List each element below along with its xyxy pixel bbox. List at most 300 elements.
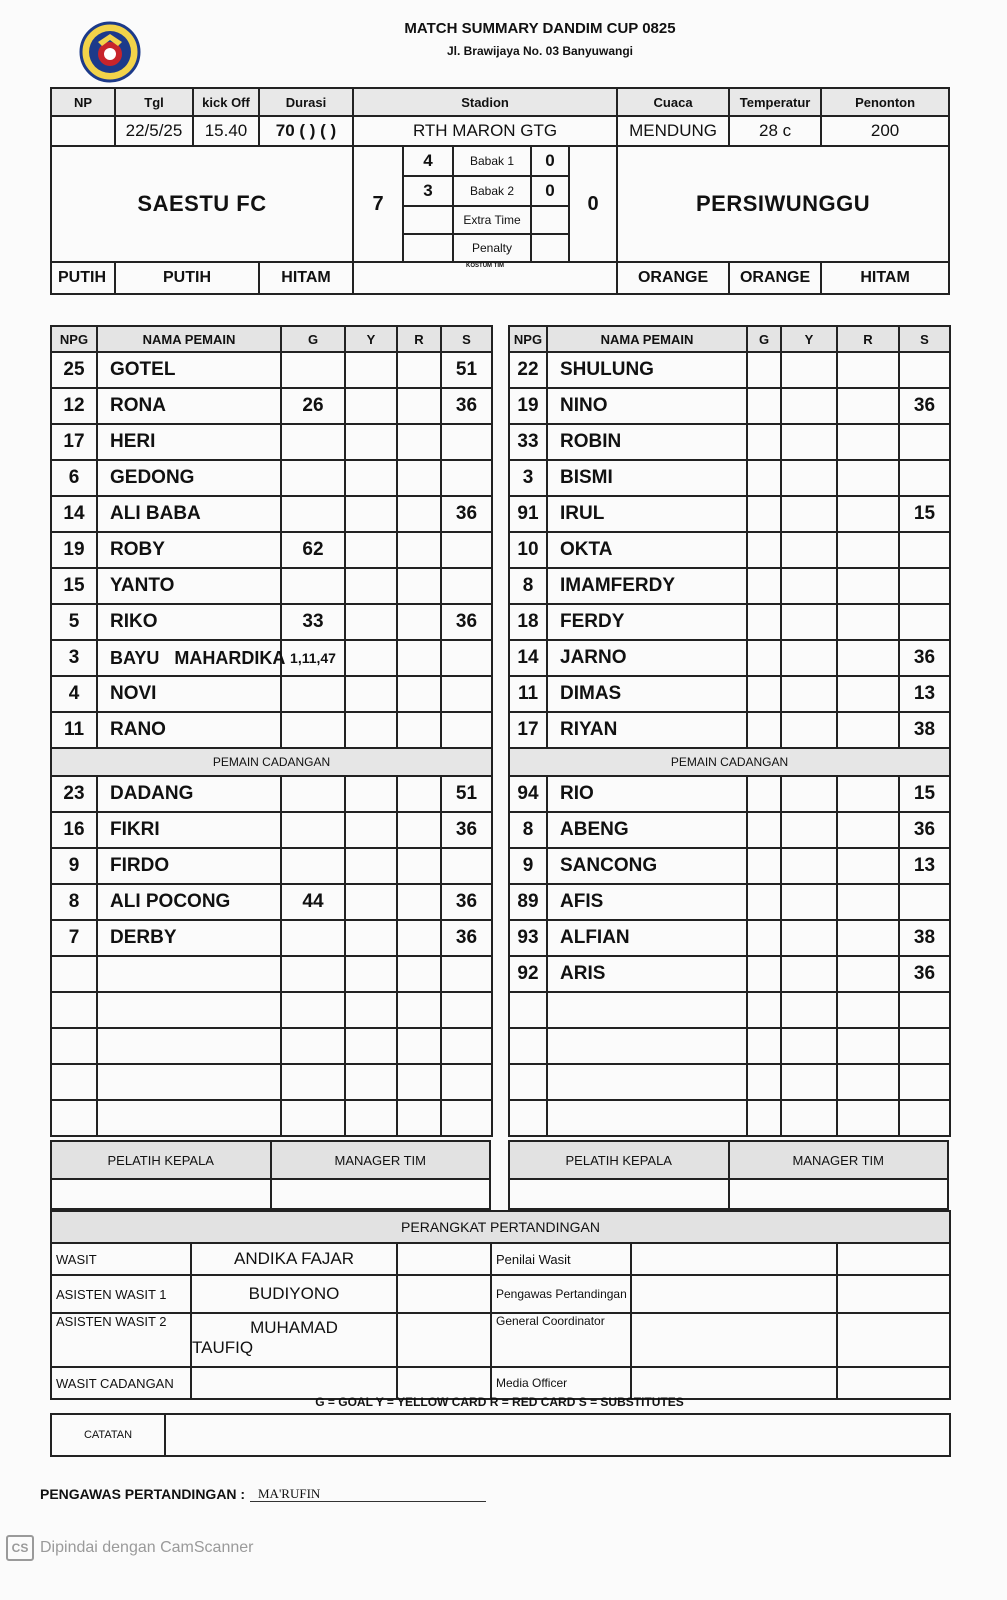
player-y [781,640,837,676]
player-y [345,920,397,956]
player-g: 1,11,47 [281,640,345,676]
player-name: DERBY [97,920,281,956]
player-y [345,776,397,812]
notes-table [50,1413,951,1457]
header-cuaca: Cuaca [617,88,729,116]
player-row [51,812,492,848]
document-address: Jl. Brawijaya No. 03 Banyuwangi [446,44,634,58]
player-y [781,956,837,992]
player-g [281,568,345,604]
player-g [747,848,781,884]
player-no: 94 [509,776,547,812]
player-name: BAYU MAHARDIKA [97,640,281,676]
player-r [397,568,441,604]
player-y [781,568,837,604]
player-r [397,1028,441,1064]
home-header-s: S [441,326,492,352]
player-row [51,424,492,460]
player-r [837,640,899,676]
home-head-coach-label: PELATIH KEPALA [51,1141,271,1179]
player-y [345,496,397,532]
player-name: RIKO [97,604,281,640]
player-g [747,812,781,848]
player-row [509,1064,950,1100]
player-r [837,532,899,568]
player-y [345,568,397,604]
player-s [441,1100,492,1136]
player-g [281,712,345,748]
player-name: NOVI [97,676,281,712]
player-row [509,676,950,712]
player-name: GEDONG [97,460,281,496]
player-y [781,884,837,920]
player-s [441,676,492,712]
player-g [281,1028,345,1064]
away-header-g: G [747,326,781,352]
player-no [509,1100,547,1136]
home-total-score: 7 [353,146,403,262]
player-r [837,568,899,604]
player-row [509,496,950,532]
player-row [509,712,950,748]
player-row [509,352,950,388]
player-y [781,920,837,956]
official-name-general-coordinator [631,1313,837,1367]
player-s: 36 [441,884,492,920]
player-row [51,460,492,496]
official-role-referee: WASIT [51,1243,191,1275]
away-header-s: S [899,326,950,352]
player-row [509,992,950,1028]
player-y [345,1064,397,1100]
player-g [281,1064,345,1100]
player-name: JARNO [547,640,747,676]
player-g: 44 [281,884,345,920]
player-no: 19 [509,388,547,424]
player-g [747,388,781,424]
player-no: 11 [509,676,547,712]
player-r [837,1100,899,1136]
player-name: GOTEL [97,352,281,388]
away-staff-table [508,1140,949,1210]
header-durasi: Durasi [259,88,353,116]
player-name: FERDY [547,604,747,640]
player-s [899,884,950,920]
player-s: 51 [441,352,492,388]
player-no [51,1028,97,1064]
camscanner-logo-icon: CS [6,1535,34,1561]
player-s: 36 [899,956,950,992]
home-kit-shorts: PUTIH [115,262,259,294]
player-g: 33 [281,604,345,640]
player-s: 36 [899,812,950,848]
player-g [747,532,781,568]
player-no: 22 [509,352,547,388]
player-no: 11 [51,712,97,748]
notes-label: CATATAN [51,1414,165,1456]
player-no: 9 [51,848,97,884]
document-title: MATCH SUMMARY DANDIM CUP 0825 [404,20,676,37]
away-header-y: Y [781,326,837,352]
player-s [899,992,950,1028]
player-r [837,1064,899,1100]
stadium-value: RTH MARON GTG [353,116,617,146]
supervisor-label: PENGAWAS PERTANDINGAN : [40,1486,246,1502]
extra-time-label: Extra Time [453,206,531,234]
player-name: FIRDO [97,848,281,884]
player-name: HERI [97,424,281,460]
away-team-name: PERSIWUNGGU [617,146,949,262]
player-name [97,1100,281,1136]
player-g [281,776,345,812]
official-name-match-commissioner [631,1275,837,1313]
player-no [51,956,97,992]
player-row [51,388,492,424]
header-penonton: Penonton [821,88,949,116]
player-y [781,460,837,496]
player-y [345,424,397,460]
header-kick-off: kick Off [193,88,259,116]
player-s [441,848,492,884]
player-no: 91 [509,496,547,532]
player-row [509,956,950,992]
player-r [837,884,899,920]
player-g [747,1100,781,1136]
player-name: ALI BABA [97,496,281,532]
player-g [281,956,345,992]
player-row [509,604,950,640]
official-role-reserve-referee: WASIT CADANGAN [51,1367,191,1399]
header-temperatur: Temperatur [729,88,821,116]
player-r [837,424,899,460]
player-g [281,496,345,532]
player-g [747,640,781,676]
player-no: 9 [509,848,547,884]
player-name: OKTA [547,532,747,568]
temperature-value: 28 c [729,116,821,146]
player-g [281,848,345,884]
player-r [837,388,899,424]
player-r [397,352,441,388]
player-s: 36 [441,496,492,532]
player-s [899,1028,950,1064]
player-y [345,956,397,992]
away-header-name: NAMA PEMAIN [547,326,747,352]
player-no: 8 [51,884,97,920]
away-manager-label: MANAGER TIM [729,1141,949,1179]
watermark-text: Dipindai dengan CamScanner [40,1539,254,1556]
player-s: 13 [899,676,950,712]
player-no [509,992,547,1028]
player-y [781,712,837,748]
player-row [51,776,492,812]
player-row [51,352,492,388]
player-s: 51 [441,776,492,812]
player-g [747,992,781,1028]
player-no: 92 [509,956,547,992]
player-r [397,1064,441,1100]
spectators-value: 200 [821,116,949,146]
player-row [51,568,492,604]
player-name: DADANG [97,776,281,812]
player-name [547,1100,747,1136]
player-y [781,812,837,848]
player-r [837,776,899,812]
player-no: 18 [509,604,547,640]
player-y [781,352,837,388]
player-name: RANO [97,712,281,748]
player-no: 25 [51,352,97,388]
player-name: RIO [547,776,747,812]
player-name: BISMI [547,460,747,496]
official-name-referee: ANDIKA FAJAR [191,1243,397,1275]
player-no [51,1064,97,1100]
player-s: 36 [441,388,492,424]
player-r [837,920,899,956]
weather-value: MENDUNG [617,116,729,146]
player-name: ROBY [97,532,281,568]
away-babak2-score: 0 [531,176,569,206]
player-r [837,352,899,388]
player-name: AFIS [547,884,747,920]
player-y [345,460,397,496]
player-s [441,568,492,604]
player-g [747,496,781,532]
player-no: 15 [51,568,97,604]
player-y [781,1028,837,1064]
player-g [747,920,781,956]
player-s [441,992,492,1028]
player-row [509,1100,950,1136]
player-y [345,992,397,1028]
player-no: 8 [509,812,547,848]
player-no: 4 [51,676,97,712]
home-header-y: Y [345,326,397,352]
player-no: 14 [509,640,547,676]
player-y [781,776,837,812]
player-r [397,848,441,884]
player-name [97,1064,281,1100]
official-name-ar1: BUDIYONO [191,1275,397,1313]
player-s: 36 [441,604,492,640]
player-no: 89 [509,884,547,920]
player-no: 8 [509,568,547,604]
player-no: 19 [51,532,97,568]
official-role-ar1: ASISTEN WASIT 1 [51,1275,191,1313]
away-players-table [508,325,951,1137]
player-row [51,1064,492,1100]
player-s: 36 [441,920,492,956]
player-s: 36 [899,640,950,676]
player-r [837,992,899,1028]
player-g [281,352,345,388]
player-no: 93 [509,920,547,956]
player-y [781,992,837,1028]
away-babak1-score: 0 [531,146,569,176]
player-no: 3 [51,640,97,676]
player-name [547,1064,747,1100]
player-s: 38 [899,712,950,748]
player-row [509,884,950,920]
player-s: 36 [441,812,492,848]
player-s [441,712,492,748]
player-name: IMAMFERDY [547,568,747,604]
officials-table [50,1210,951,1400]
player-y [345,848,397,884]
player-g [747,676,781,712]
player-g [747,568,781,604]
player-g [281,460,345,496]
association-logo [78,20,142,84]
np-value [51,116,115,146]
player-r [397,920,441,956]
player-s: 38 [899,920,950,956]
player-no: 23 [51,776,97,812]
player-r [397,1100,441,1136]
player-g [281,992,345,1028]
player-row [51,532,492,568]
home-subs-label: PEMAIN CADANGAN [51,748,492,776]
player-no: 6 [51,460,97,496]
player-r [397,676,441,712]
player-name: FIKRI [97,812,281,848]
official-role-ar2: ASISTEN WASIT 2 [51,1313,191,1367]
player-s [899,460,950,496]
official-role-assessor: Penilai Wasit [491,1243,631,1275]
player-no: 14 [51,496,97,532]
player-row [509,424,950,460]
player-g [747,712,781,748]
player-row [509,1028,950,1064]
player-row [509,848,950,884]
player-row [509,920,950,956]
player-y [781,496,837,532]
player-row [51,884,492,920]
away-head-coach-label: PELATIH KEPALA [509,1141,729,1179]
duration-value: 70 ( ) ( ) [259,116,353,146]
home-babak2-score: 3 [403,176,453,206]
away-kit-socks: HITAM [821,262,949,294]
player-g [747,460,781,496]
player-row [509,640,950,676]
player-r [397,884,441,920]
player-y [345,532,397,568]
player-no: 16 [51,812,97,848]
player-y [345,676,397,712]
player-r [397,812,441,848]
player-r [397,532,441,568]
player-y [345,884,397,920]
legend-text: G = GOAL Y = YELLOW CARD R = RED CARD S = SUBSTITUTES [315,1395,684,1409]
player-no [509,1028,547,1064]
player-y [781,388,837,424]
player-name: ALI POCONG [97,884,281,920]
player-row [509,388,950,424]
player-r [837,460,899,496]
player-s [441,532,492,568]
player-name: ALFIAN [547,920,747,956]
player-row [51,992,492,1028]
player-row [51,1028,492,1064]
player-s [441,1064,492,1100]
player-no: 10 [509,532,547,568]
player-name: RIYAN [547,712,747,748]
date-value: 22/5/25 [115,116,193,146]
player-row [509,460,950,496]
player-g [281,424,345,460]
player-r [837,712,899,748]
player-row [509,568,950,604]
official-role-general-coordinator: General Coordinator [491,1313,631,1367]
home-header-g: G [281,326,345,352]
player-no [51,992,97,1028]
official-name-assessor [631,1243,837,1275]
away-total-score: 0 [569,146,617,262]
player-s [899,424,950,460]
player-name: IRUL [547,496,747,532]
player-y [781,848,837,884]
player-g [747,1064,781,1100]
player-r [837,1028,899,1064]
player-r [837,956,899,992]
player-row [509,532,950,568]
player-row [509,776,950,812]
player-g [747,1028,781,1064]
player-g [747,424,781,460]
player-name: ABENG [547,812,747,848]
player-s [441,956,492,992]
supervisor-name: MA'RUFIN [258,1486,321,1501]
player-s [441,424,492,460]
official-role-media-officer: Media Officer [491,1367,631,1399]
player-y [345,640,397,676]
player-name [97,992,281,1028]
player-no: 17 [509,712,547,748]
player-g [281,920,345,956]
away-kit-shirt: ORANGE [617,262,729,294]
player-y [345,352,397,388]
babak1-label: Babak 1 [453,146,531,176]
player-g [281,1100,345,1136]
player-r [397,956,441,992]
home-babak1-score: 4 [403,146,453,176]
official-role-match-commissioner: Pengawas Pertandingan [491,1275,631,1313]
player-name: ARIS [547,956,747,992]
home-manager-label: MANAGER TIM [271,1141,491,1179]
away-kit-shorts: ORANGE [729,262,821,294]
player-y [781,676,837,712]
notes-value [165,1414,950,1456]
player-no: 33 [509,424,547,460]
player-s [441,460,492,496]
home-staff-table [50,1140,491,1210]
match-info-table [50,87,950,295]
player-r [837,676,899,712]
kit-label: KOSTUM TIM [353,262,617,294]
player-r [397,604,441,640]
player-r [397,496,441,532]
away-subs-label: PEMAIN CADANGAN [509,748,950,776]
player-r [397,388,441,424]
player-name: SANCONG [547,848,747,884]
player-row [51,604,492,640]
player-s: 36 [899,388,950,424]
player-y [345,1028,397,1064]
player-r [837,604,899,640]
away-header-r: R [837,326,899,352]
home-team-name: SAESTU FC [51,146,353,262]
player-y [345,812,397,848]
